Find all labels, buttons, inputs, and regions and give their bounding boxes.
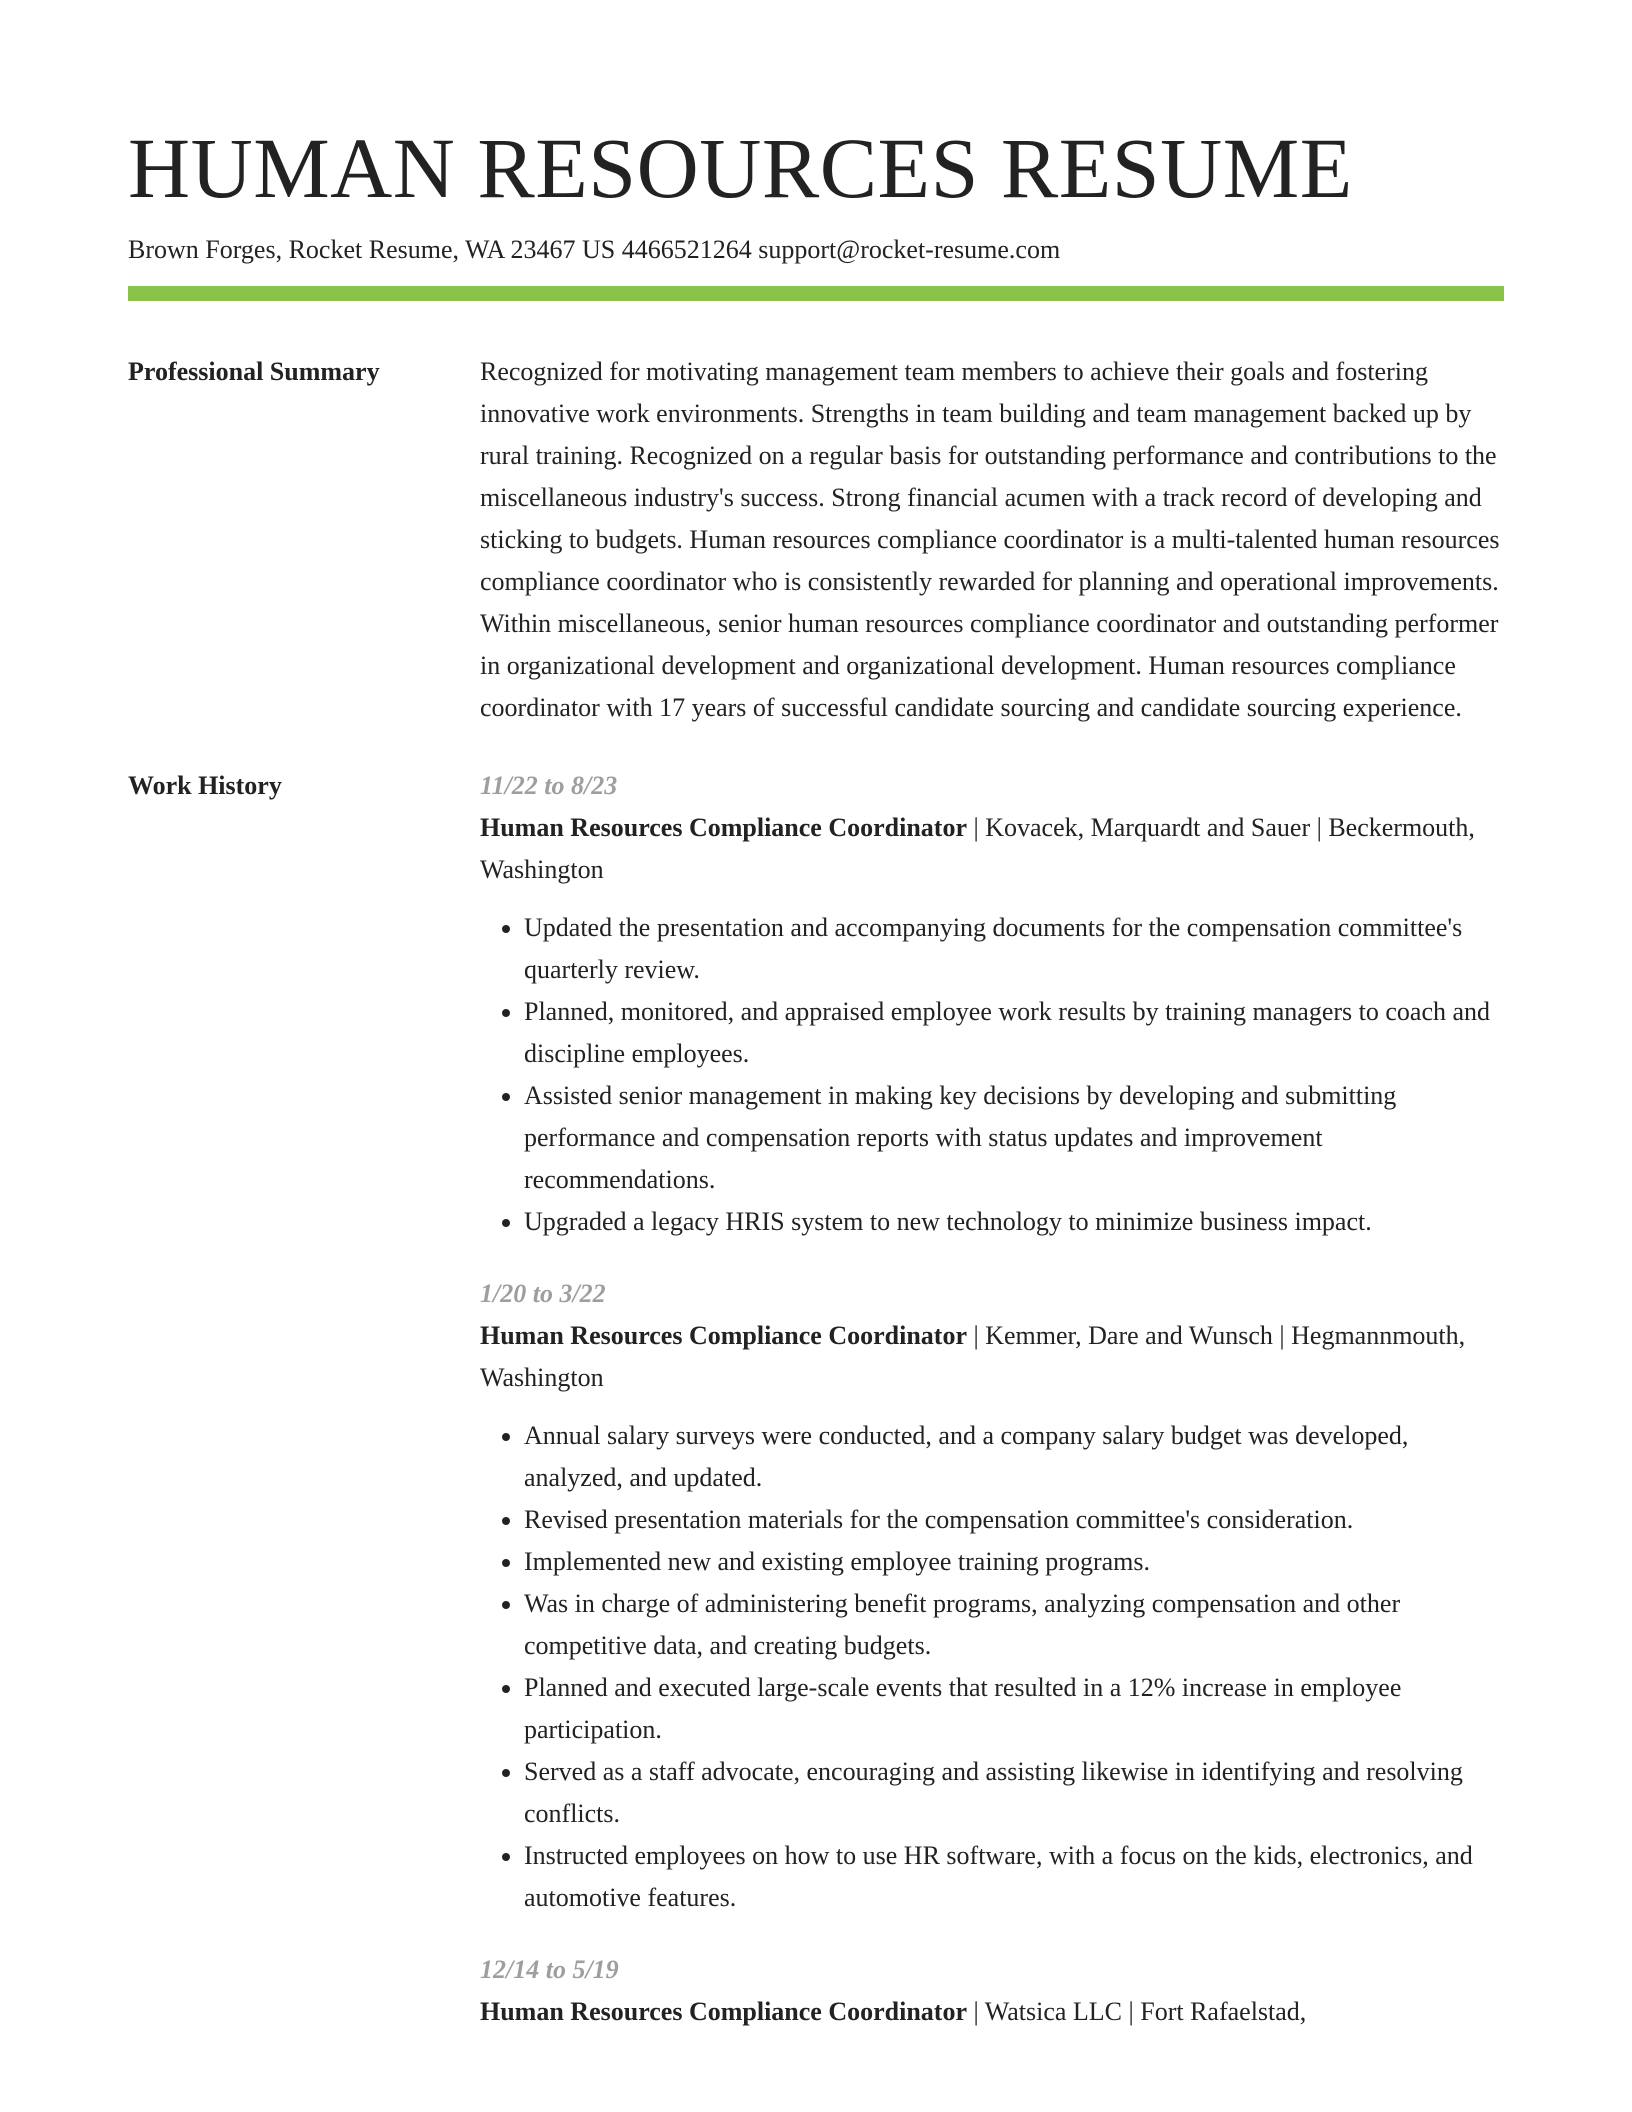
job-separator: | xyxy=(1272,1321,1292,1350)
job-separator: | xyxy=(1310,813,1329,842)
job-dates: 11/22 to 8/23 xyxy=(480,771,618,800)
job-separator: | xyxy=(967,1321,986,1350)
summary-section xyxy=(128,351,1504,729)
job-separator: | xyxy=(1122,1997,1141,2026)
job-title: Human Resources Compliance Coordinator xyxy=(480,1321,968,1350)
job-list xyxy=(480,765,1504,2033)
summary-heading: Professional Summary xyxy=(128,357,380,386)
job-separator: | xyxy=(967,813,986,842)
job-bullet: • Planned, monitored, and appraised employee work results by training managers to coach and discipline employees. xyxy=(524,991,1504,1075)
job-bullet-list xyxy=(480,1415,1504,1919)
job-location: Fort Rafaelstad, xyxy=(1140,1997,1307,2026)
work-history-section xyxy=(128,765,1504,2033)
job-bullet: • Implemented new and existing employee training programs. xyxy=(524,1541,1504,1583)
job-bullet: • Assisted senior management in making key decisions by developing and submitting performance and compensation reports with status updates and improvement recommendations. xyxy=(524,1075,1504,1201)
job-bullet: • Served as a staff advocate, encouraging and assisting likewise in identifying and resolving conflicts. xyxy=(524,1751,1504,1835)
job-dates: 12/14 to 5/19 xyxy=(480,1955,619,1984)
job-location: Beckermouth, Washington xyxy=(480,813,1475,884)
job-dates: 1/20 to 3/22 xyxy=(480,1279,606,1308)
header-divider xyxy=(128,286,1504,301)
job-bullet: • Instructed employees on how to use HR software, with a focus on the kids, electronics, and automotive features. xyxy=(524,1835,1504,1919)
contact-line: Brown Forges, Rocket Resume, WA 23467 US 4466521264 support@rocket-resume.com xyxy=(128,235,1061,264)
job-bullet: • Was in charge of administering benefit programs, analyzing compensation and other competitive data, and creating budgets. xyxy=(524,1583,1504,1667)
job-bullet: • Upgraded a legacy HRIS system to new technology to minimize business impact. xyxy=(524,1201,1504,1243)
job-bullet: • Revised presentation materials for the compensation committee's consideration. xyxy=(524,1499,1504,1541)
job-company: Kemmer, Dare and Wunsch xyxy=(985,1321,1273,1350)
job-entry xyxy=(480,1949,1504,2033)
job-location: Hegmannmouth, Washington xyxy=(480,1321,1466,1392)
job-heading-line xyxy=(480,1315,1504,1399)
job-bullet: • Updated the presentation and accompanying documents for the compensation committee's quarterly review. xyxy=(524,907,1504,991)
job-title: Human Resources Compliance Coordinator xyxy=(480,1997,968,2026)
job-title: Human Resources Compliance Coordinator xyxy=(480,813,968,842)
job-separator: | xyxy=(967,1997,985,2026)
job-company: Kovacek, Marquardt and Sauer xyxy=(985,813,1311,842)
job-heading-line xyxy=(480,1991,1504,2033)
work-history-heading: Work History xyxy=(128,771,282,800)
job-entry xyxy=(480,1273,1504,1919)
job-entry xyxy=(480,765,1504,1243)
job-company: Watsica LLC xyxy=(984,1997,1123,2026)
job-heading-line xyxy=(480,807,1504,891)
job-bullet-list xyxy=(480,907,1504,1243)
resume-title: HUMAN RESOURCES RESUME xyxy=(128,120,1353,216)
job-bullet: • Planned and executed large-scale events that resulted in a 12% increase in employee participation. xyxy=(524,1667,1504,1751)
resume-page xyxy=(128,0,1504,2033)
job-bullet: • Annual salary surveys were conducted, and a company salary budget was developed, analyzed, and updated. xyxy=(524,1415,1504,1499)
summary-text: Recognized for motivating management team members to achieve their goals and fostering innovative work environments. Strengths in team building and team management backed up by rural training. Recognized on a regular basis for outstanding performance and contributions to the miscellaneous industry's success. Strong financial acumen with a track record of developing and sticking to budgets. Human resources compliance coordinator is a multi-talented human resources compliance coordinator who is consistently rewarded for planning and operational improvements. Within miscellaneous, senior human resources compliance coordinator and outstanding performer in organizational development and organizational development. Human resources compliance coordinator with 17 years of successful candidate sourcing and candidate sourcing experience. xyxy=(480,357,1500,722)
